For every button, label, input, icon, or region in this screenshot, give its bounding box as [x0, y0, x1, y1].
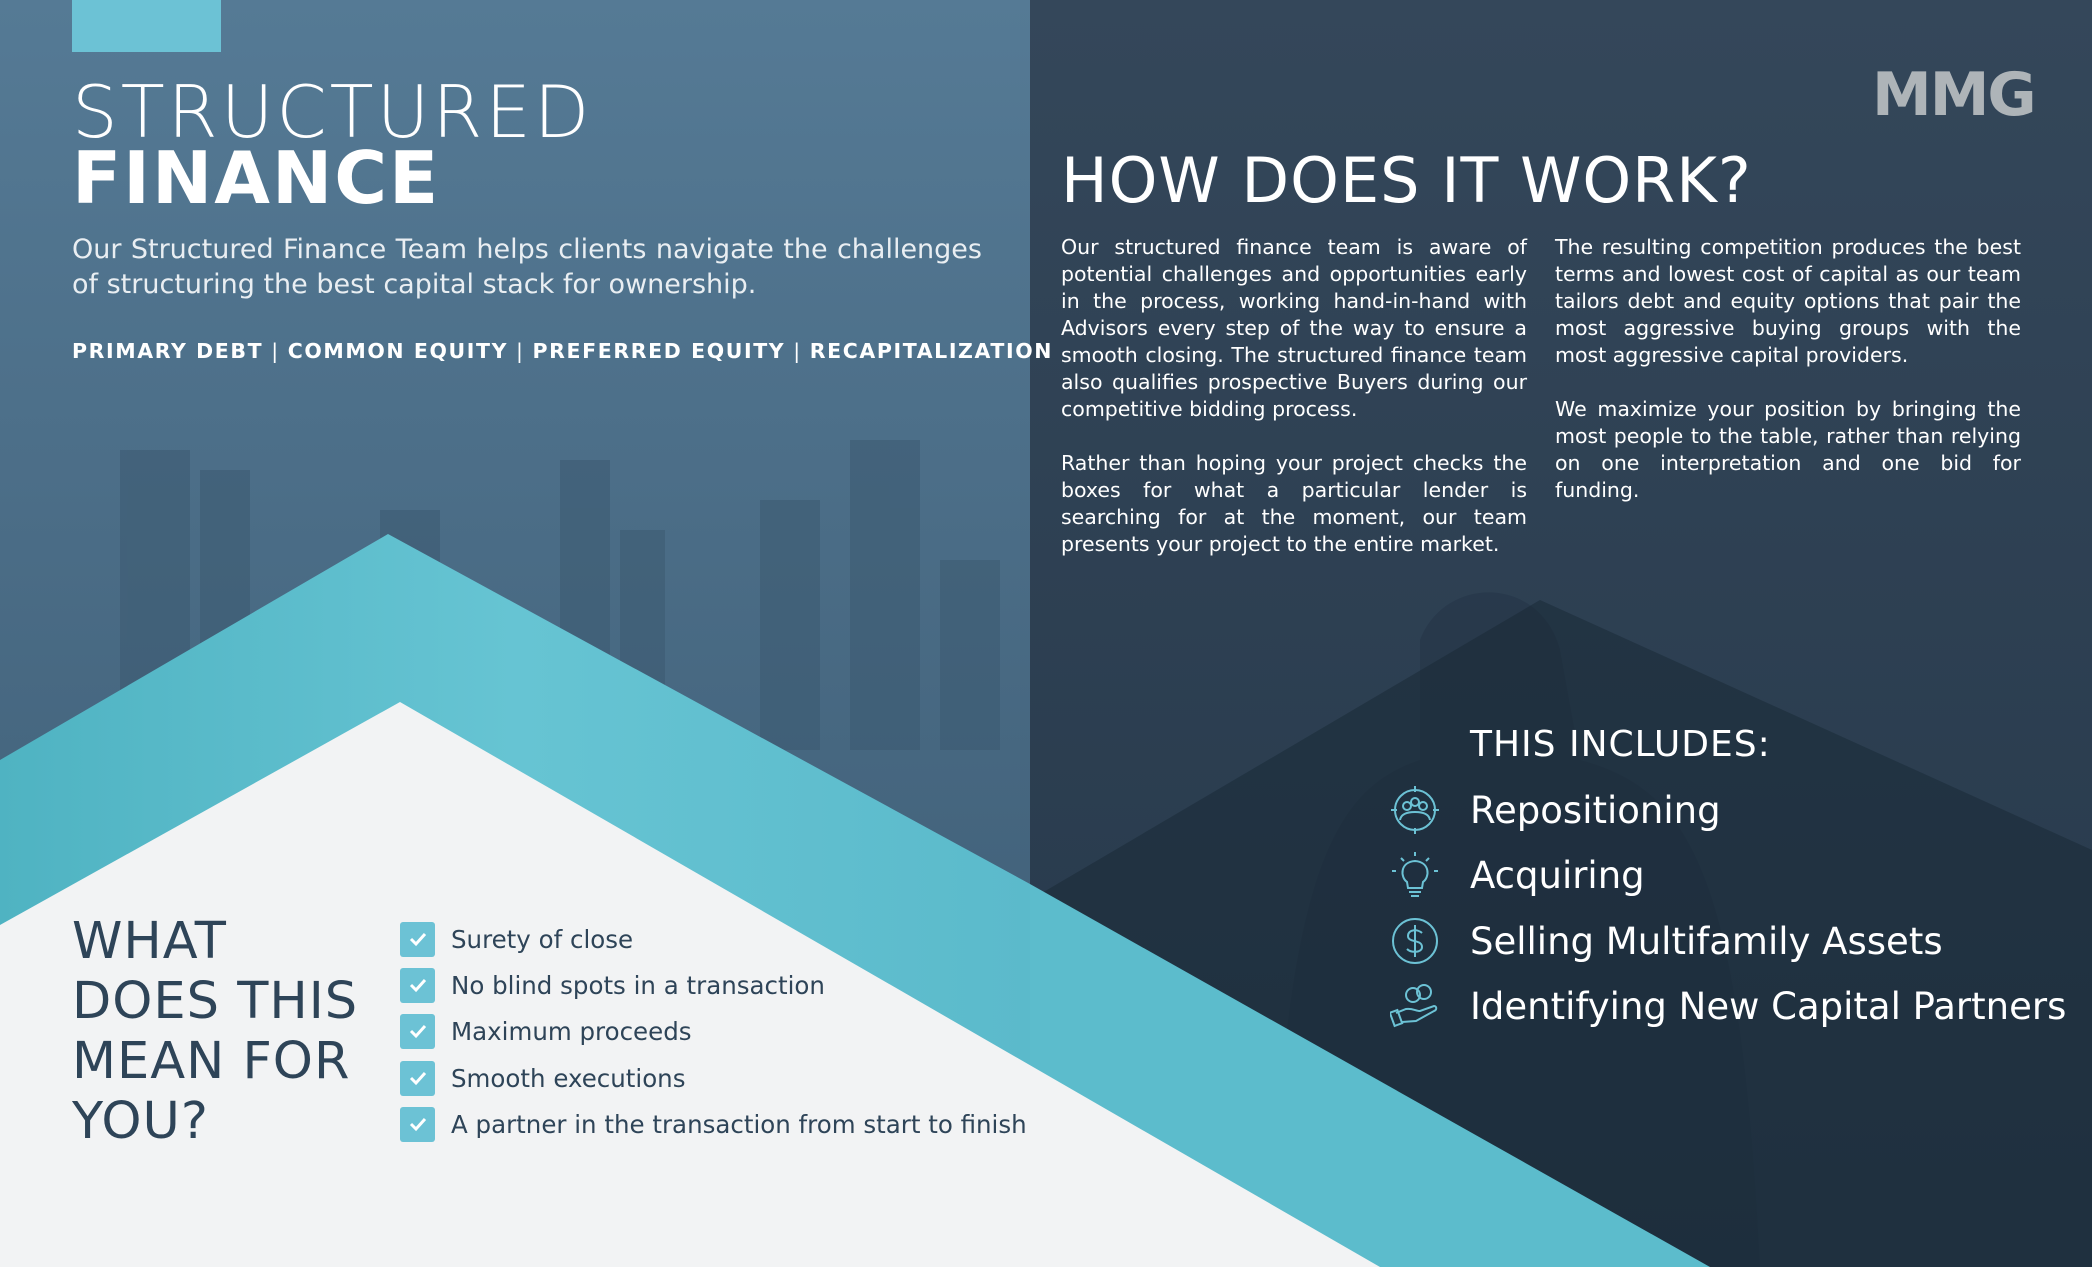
benefit-label: Surety of close — [451, 924, 634, 954]
tag-separator: | — [516, 339, 525, 363]
benefit-label: No blind spots in a transaction — [451, 970, 825, 1000]
how-it-works-column-1 — [1061, 234, 1527, 585]
tag-primary-debt: PRIMARY DEBT — [72, 339, 264, 363]
paragraph: The resulting competition produces the best terms and lowest cost of capital as our team tailors debt and equity options that pair the most aggressive buying groups with the most aggressive capital providers. — [1555, 235, 2021, 367]
benefit-item — [400, 967, 825, 1003]
include-label: Selling Multifamily Assets — [1470, 919, 1943, 963]
paragraph: Rather than hoping your project checks the boxes for what a particular lender is searching for at the moment, our team presents your project to the entire market. — [1061, 451, 1527, 556]
benefit-label: Maximum proceeds — [451, 1016, 692, 1046]
how-it-works-column-2 — [1555, 234, 2021, 531]
checkbox-checked — [400, 922, 435, 957]
service-tags — [72, 339, 1053, 363]
checkbox-checked — [400, 1061, 435, 1096]
include-label: Acquiring — [1470, 853, 1645, 897]
include-item-repositioning — [1390, 782, 1721, 838]
checkbox-checked — [400, 968, 435, 1003]
intro-text: Our Structured Finance Team helps clients navigate the challenges of structuring the best capital stack for ownership. — [72, 234, 982, 300]
include-item-capital-partners — [1390, 978, 2066, 1034]
group-target-icon — [1390, 785, 1440, 835]
benefit-item — [400, 1013, 692, 1049]
title-line2: FINANCE — [72, 136, 441, 220]
check-icon — [407, 1113, 429, 1135]
benefit-label: A partner in the transaction from start to finish — [451, 1109, 1027, 1139]
what-it-means-title — [72, 912, 358, 1152]
include-label: Identifying New Capital Partners — [1470, 984, 2067, 1028]
checkbox-checked — [400, 1107, 435, 1142]
benefit-item — [400, 1106, 1027, 1142]
check-icon — [407, 974, 429, 996]
tag-preferred-equity: PREFERRED EQUITY — [532, 339, 786, 363]
dollar-coin-icon — [1390, 916, 1440, 966]
include-item-acquiring — [1390, 847, 1645, 903]
benefit-label: Smooth executions — [451, 1063, 686, 1093]
check-icon — [407, 1020, 429, 1042]
checkbox-checked — [400, 1014, 435, 1049]
tag-recapitalization: RECAPITALIZATION — [809, 339, 1053, 363]
hand-coins-icon — [1390, 981, 1440, 1031]
title-line: MEAN FOR — [72, 1032, 351, 1091]
title-line: YOU? — [72, 1092, 209, 1151]
check-icon — [407, 1067, 429, 1089]
tag-separator: | — [793, 339, 802, 363]
title-line: DOES THIS — [72, 972, 359, 1031]
benefit-item — [400, 921, 633, 957]
include-label: Repositioning — [1470, 788, 1721, 832]
accent-bar — [72, 0, 221, 52]
benefit-item — [400, 1060, 685, 1096]
includes-title: THIS INCLUDES: — [1470, 724, 1771, 765]
tag-separator: | — [271, 339, 280, 363]
title-line: WHAT — [72, 912, 227, 971]
how-it-works-title: HOW DOES IT WORK? — [1061, 144, 1752, 217]
tag-common-equity: COMMON EQUITY — [287, 339, 509, 363]
check-icon — [407, 928, 429, 950]
include-item-selling — [1390, 913, 1943, 969]
paragraph: Our structured finance team is aware of potential challenges and opportunities early in the process, working hand-in-hand with Advisors every step of the way to ensure a smooth closing. The structured finance team also qualifies prospective Buyers during our competitive bidding process. — [1061, 235, 1527, 421]
lightbulb-icon — [1390, 850, 1440, 900]
mmg-logo: MMG — [1872, 60, 2035, 130]
paragraph: We maximize your position by bringing the most people to the table, rather than relying on one interpretation and one bid for funding. — [1555, 397, 2021, 502]
title-line1: STRUCTURED — [72, 70, 593, 154]
